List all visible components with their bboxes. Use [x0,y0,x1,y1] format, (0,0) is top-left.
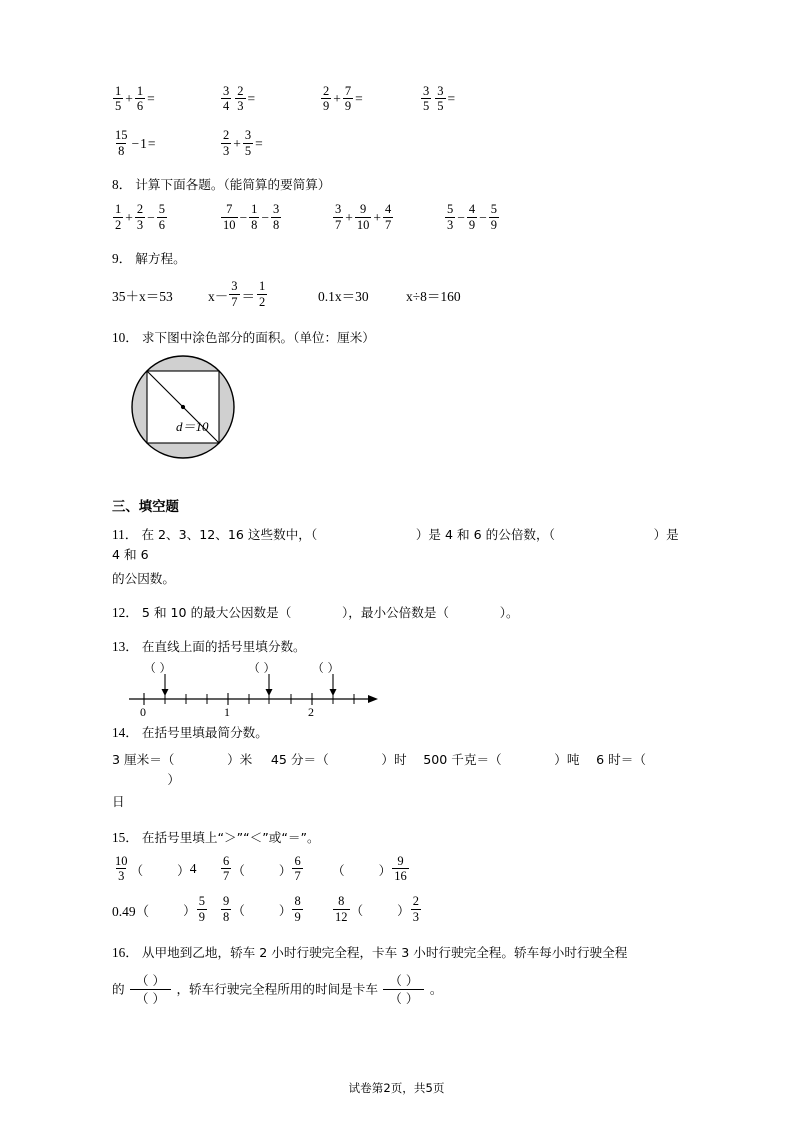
fraction: $\frac{1}{2}$ [259,278,266,309]
question-number: 14． [112,724,139,740]
operator: + [233,135,241,151]
q16-text-pre: 的 [112,981,125,997]
paren-open: （ [350,903,364,919]
equals: = [255,135,263,151]
question-15-row-1 [112,854,681,885]
question-15-row-2 [112,895,681,926]
q8-item-4 [444,203,544,234]
fraction: $\frac{9}{10}$ [356,202,370,233]
question-number: 12． [112,604,139,620]
fraction: $\frac{3}{5}$ [423,83,430,114]
question-text-part-2: ），最小公倍数是（ [341,604,450,620]
q15-item-4 [112,895,220,926]
answer-blank[interactable] [245,861,279,877]
q7-row-1 [112,84,681,115]
fraction: $\frac{10}{3}$ [115,853,128,884]
q8-item-3 [332,203,444,234]
q14-item-4-post: ） [167,772,180,788]
answer-blank[interactable] [143,861,177,877]
question-text: 在括号里填最简分数。 [141,724,268,740]
tick-label-2: 2 [308,704,314,719]
operator: + [125,210,133,226]
question-14-stem [112,723,681,743]
operator: + [345,210,353,226]
section-3-title: 三、填空题 [112,499,179,515]
answer-blank[interactable] [178,751,224,764]
q9-item-4 [406,285,506,305]
fraction: $\frac{2}{9}$ [323,83,330,114]
operator: + [373,210,381,226]
question-number: 16． [112,945,139,961]
question-number: 8． [112,177,132,192]
question-text: 在括号里填上“＞”“＜”或“＝”。 [141,830,320,846]
q7-item-1 [112,84,220,115]
fraction: $\frac{3}{7}$ [231,278,238,309]
answer-blank[interactable] [332,751,378,764]
operator: − [239,210,248,226]
equals: = [247,91,256,107]
fraction: $\frac{2}{3}$ [412,894,419,924]
fraction: $\frac{1}{2}$ [115,202,122,233]
answer-blank[interactable] [321,526,413,539]
q14-item-3-post: ）吨 [554,752,580,768]
q15-item-5 [220,895,332,926]
question-text-part-3: ）。 [499,604,519,620]
paren-open: （ [332,862,345,878]
question-10-stem [112,328,681,348]
tick-label-1: 1 [224,704,230,719]
question-text-part-2: ）是 4 和 6 的公倍数，（ [415,526,555,542]
question-text-part-3: ）是 4 和 6 [112,526,679,562]
answer-blank[interactable] [505,751,551,764]
answer-blank[interactable] [245,902,279,918]
q15-item-6 [332,895,442,926]
question-11 [112,525,681,565]
q15-item-2 [220,854,332,885]
fraction: $\frac{9}{16}$ [394,853,407,884]
question-number: 13． [112,638,139,654]
question-11-line-2 [112,569,681,589]
question-text: 求下图中涂色部分的面积。（单位：厘米） [141,329,375,345]
q15-item-1 [112,854,220,885]
answer-blank[interactable] [363,902,397,918]
operator: − [457,210,465,226]
question-9-items [112,279,681,310]
question-10-figure-area [112,354,681,462]
q16-text-end: 。 [429,981,443,997]
question-text-part-1: 5 和 10 的最大公因数是（ [141,604,292,620]
q9-item-2 [208,279,318,310]
question-number: 11． [112,526,139,542]
q7-row-2 [112,129,681,160]
fraction: $\frac{8}{12}$ [335,894,348,924]
fraction: $\frac{2}{3}$ [237,83,244,114]
fraction: $\frac{5}{6}$ [158,202,165,233]
q15-item-3 [332,854,442,885]
q8-item-2 [220,203,332,234]
shaded-circle-square-figure [130,354,236,460]
blank-paren-1[interactable]: （ ） [144,660,172,675]
operator: + [333,91,341,107]
decimal-value: 0.49（ [112,903,150,919]
paren-close: ） [378,862,392,878]
blank-paren-2[interactable]: （ ） [248,660,276,675]
answer-blank[interactable] [295,603,339,616]
q14-item-4-pre: 6 时＝（ [596,752,646,768]
answer-fraction-blank-1[interactable]: （ ） （ ） [130,972,171,1007]
paren-close: ） [278,903,292,919]
operator: − [147,210,155,226]
fraction: $\frac{7}{10}$ [223,202,236,233]
question-number: 15． [112,830,139,846]
answer-blank[interactable] [558,526,650,539]
q7-item-4 [420,84,520,115]
q7-item-3 [320,84,420,115]
q7-item-6 [220,129,320,160]
fraction: $\frac{9}{8}$ [223,894,230,924]
compare-value: 4 [189,861,197,877]
q9-item-3 [318,285,406,305]
question-16-line-2 [112,973,681,1008]
answer-fraction-blank-2[interactable]: （ ） （ ） [383,972,424,1007]
fraction: $\frac{3}{4}$ [223,83,230,114]
q14-item-3-pre: 500 千克＝（ [423,752,502,768]
question-text: 计算下面各题。（能简算的要简算） [135,177,331,192]
operator: + [125,91,133,107]
number-line-graphic [122,673,382,707]
equation: x÷8＝160 [406,288,461,304]
fraction: $\frac{3}{8}$ [273,202,280,233]
fraction: $\frac{2}{3}$ [136,202,144,233]
equals: = [355,91,363,107]
paren-close: ） [183,903,196,919]
answer-blank[interactable] [452,603,496,616]
fraction: $\frac{1}{8}$ [251,202,258,233]
equals: = [447,91,456,107]
paren-close: ） [177,862,190,878]
q7-item-2 [220,84,320,115]
page-footer: 试卷第2页，共5页 [348,1081,445,1095]
paren-close: ） [397,903,410,919]
paren-close: ） [278,862,292,878]
equals: = [147,91,155,107]
operator: − [131,135,140,151]
equals: = [147,135,156,151]
question-14-line-1 [112,750,681,790]
answer-blank[interactable] [112,771,164,784]
operator: − [479,210,487,226]
blank-paren-3[interactable]: （ ） [312,660,340,675]
paren-open: （ [130,862,144,878]
fraction: $\frac{3}{5}$ [437,83,444,114]
question-13-stem [112,637,681,657]
fraction: $\frac{6}{7}$ [294,853,301,884]
fraction: $\frac{3}{5}$ [244,128,252,158]
q9-item-1 [112,285,208,305]
question-16-line-1 [112,943,681,963]
paren-open: （ [232,862,245,878]
q14-unit-day: 日 [112,794,125,810]
q14-item-1-post: ）米 [227,752,253,768]
fraction: $\frac{3}{7}$ [335,202,342,233]
equals: ＝ [241,288,255,304]
fraction: $\frac{1}{5}$ [115,83,122,114]
operator: − [261,210,269,226]
question-text: 解方程。 [135,251,186,267]
question-15-stem [112,828,681,848]
question-text: 从甲地到乙地，轿车 2 小时行驶完全程，卡车 3 小时行驶完全程。轿车每小时行驶全程 [141,945,628,961]
answer-blank[interactable] [149,902,183,918]
question-text-part-4: 的公因数。 [112,570,175,586]
q14-item-2-post: ）时 [381,752,407,768]
question-8-stem [112,175,681,195]
fraction: $\frac{4}{7}$ [385,202,392,233]
fraction: $\frac{1}{6}$ [136,83,144,114]
q8-item-1 [112,203,220,234]
paren-open: （ [232,903,245,919]
equation-lead: x－ [208,288,229,304]
answer-blank[interactable] [345,861,379,877]
question-number: 10． [112,329,139,345]
fraction: $\frac{6}{7}$ [223,853,230,884]
question-13-number-line [112,659,681,723]
q16-text-mid: ，轿车行驶完全程所用的时间是卡车 [176,981,378,997]
fraction: $\frac{5}{9}$ [198,894,205,924]
fraction: $\frac{5}{9}$ [490,202,497,233]
q14-item-1-pre: 3 厘米＝（ [112,752,175,768]
tick-label-0: 0 [140,704,146,719]
equation: 0.1x＝30 [318,288,369,304]
equation: 35＋x＝53 [112,288,173,304]
fraction: $\frac{15}{8}$ [115,128,128,158]
fraction: $\frac{8}{9}$ [294,894,301,924]
diameter-label: d＝10 [176,418,209,434]
fraction: $\frac{5}{3}$ [447,202,454,233]
question-9-stem [112,249,681,269]
question-text: 在直线上面的括号里填分数。 [141,638,306,654]
fraction: $\frac{7}{9}$ [344,83,352,114]
question-text-part-1: 在 2、3、12、16 这些数中，（ [141,526,318,542]
fraction: $\frac{4}{9}$ [468,202,476,233]
question-14-line-2 [112,792,681,812]
question-number: 9． [112,251,132,267]
question-8-items [112,203,681,234]
operand: 1 [140,135,147,151]
question-12 [112,603,681,623]
q7-item-5 [112,129,220,160]
fraction: $\frac{2}{3}$ [223,128,230,158]
q14-item-2-pre: 45 分＝（ [270,752,329,768]
